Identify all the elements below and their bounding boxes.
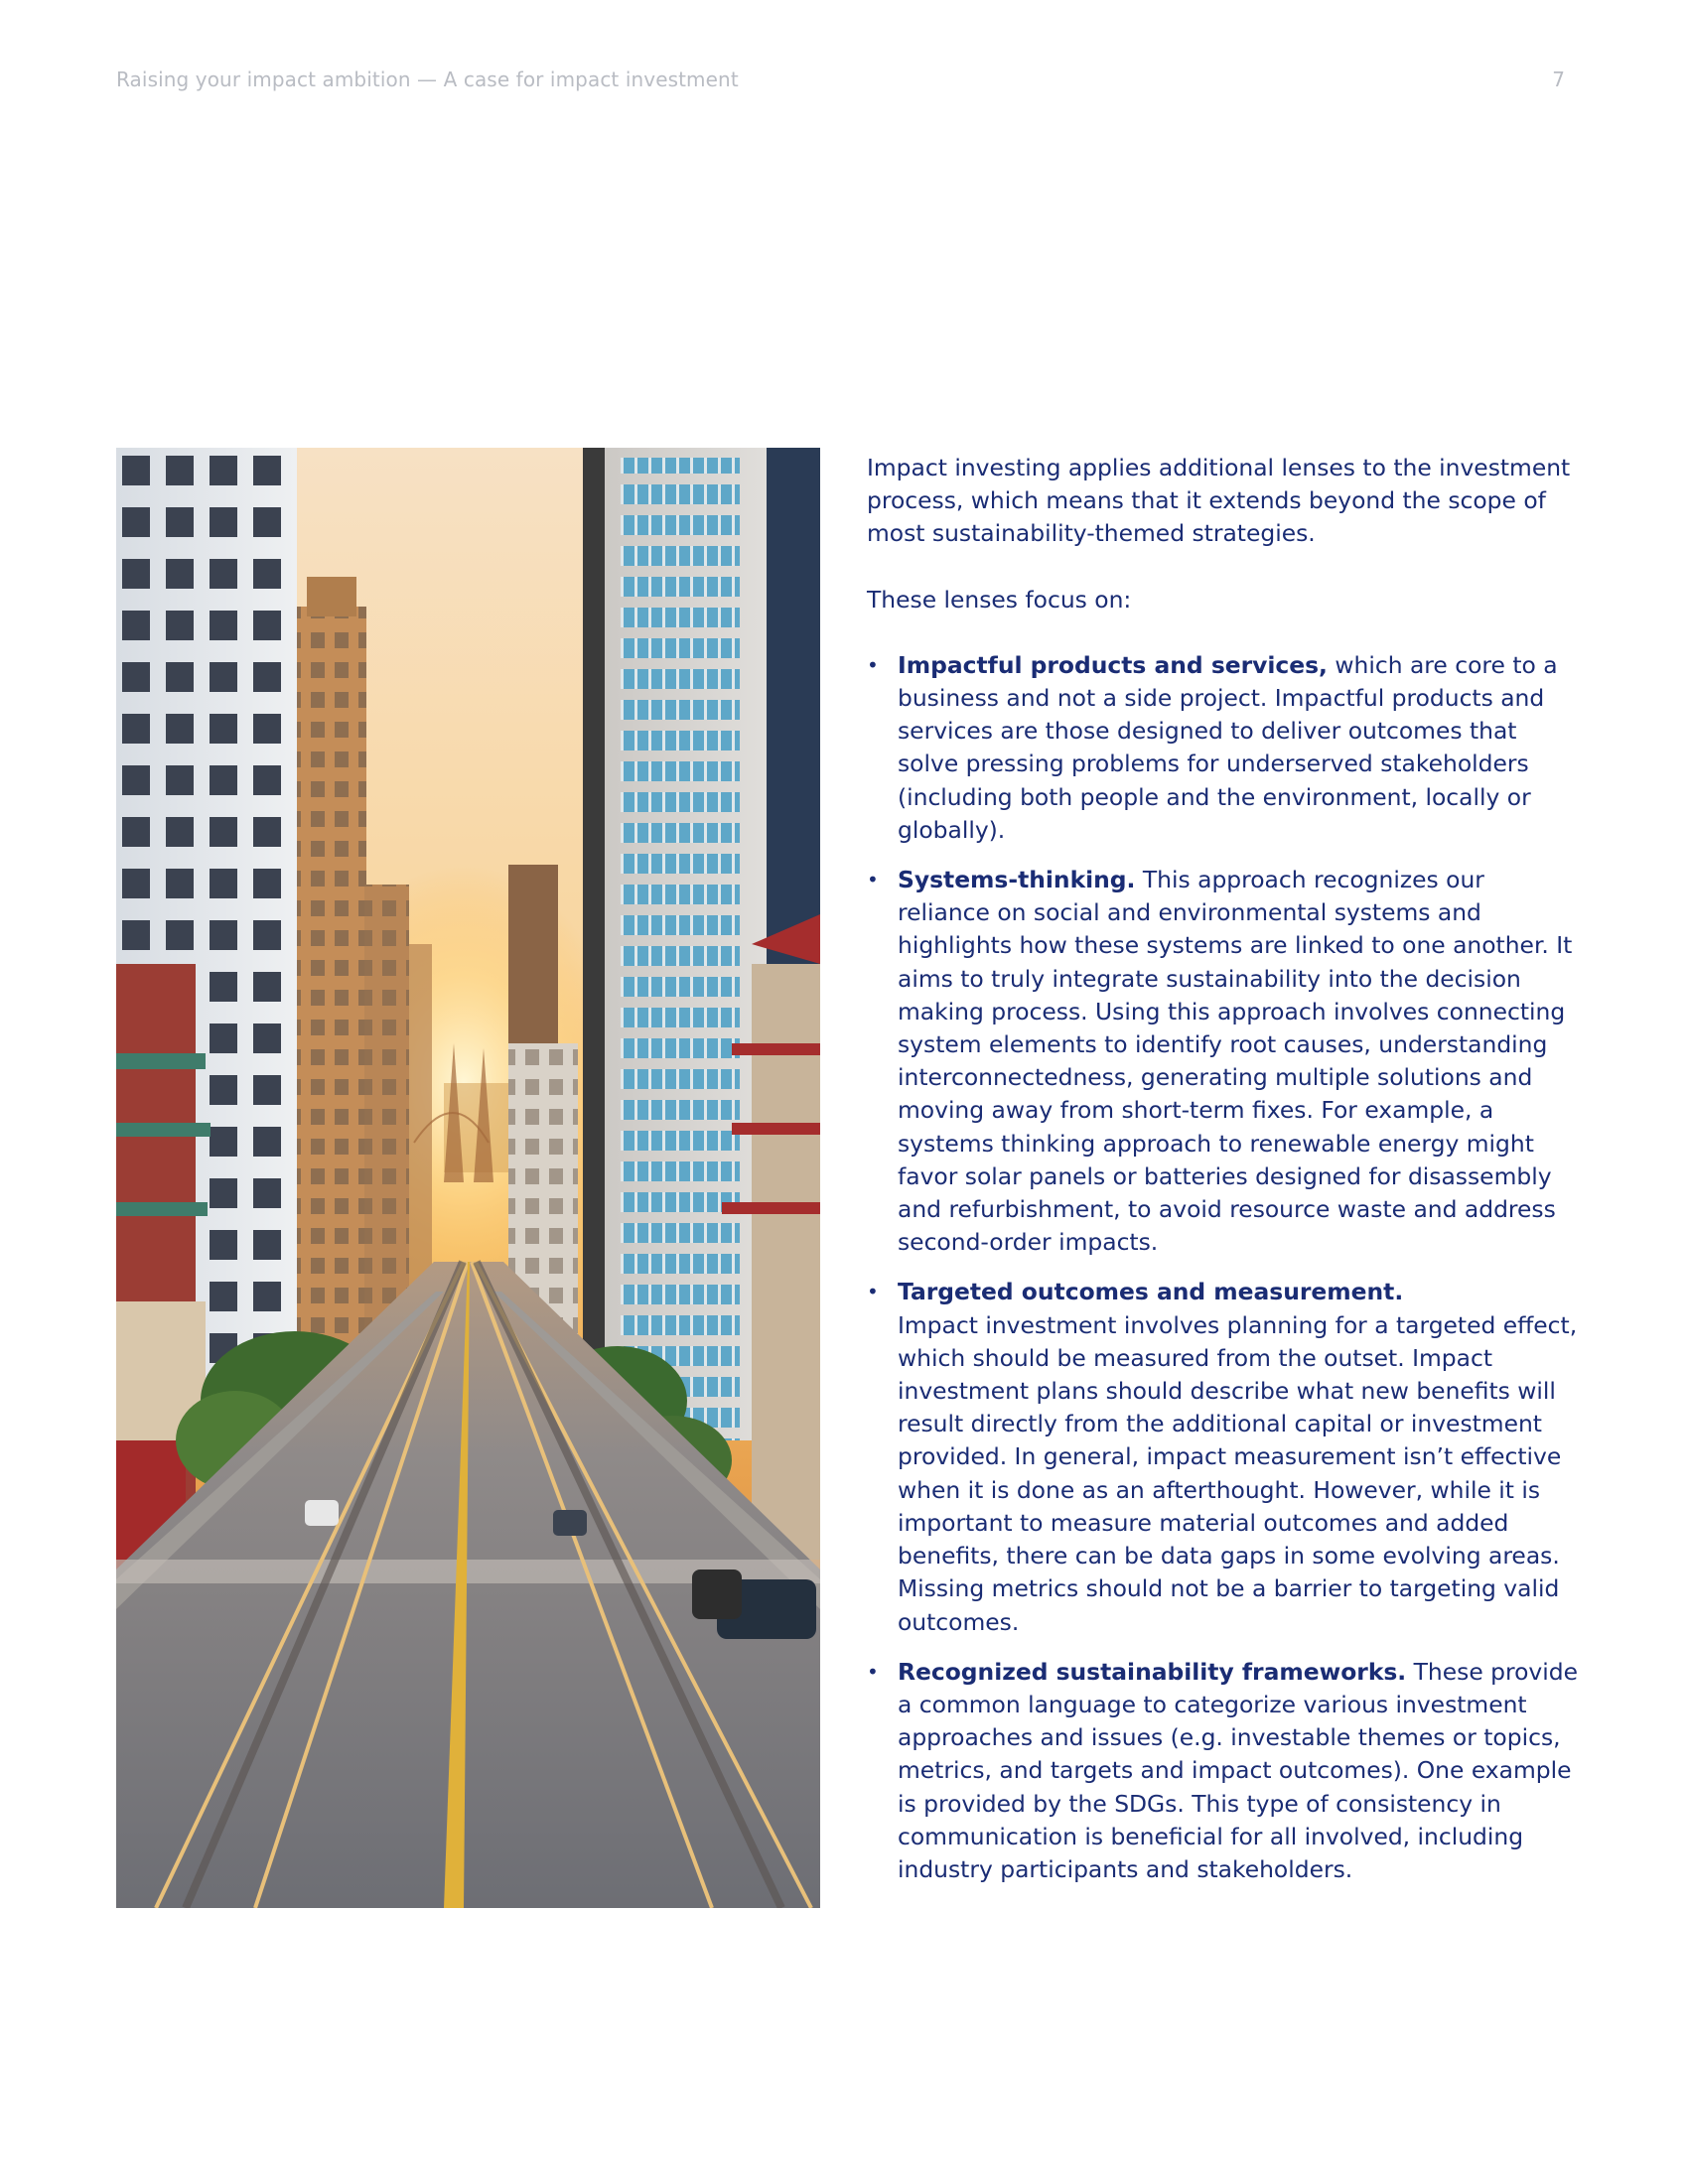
lens-title: Targeted outcomes and measurement. [898, 1278, 1404, 1306]
lens-text: These provide a common language to categorize various investment approaches and issues (e.g. investable themes or topics, metrics, and targets and impact outcomes). One example is provided by the SDGs. This type of consistency in communication is beneficial for all involved, including industry participants and stakeholders. [898, 1657, 1578, 1883]
lens-text: Impact investment involves planning for a targeted effect, which should be measured from the outset. Impact investment plans should describe what new benefits will result directly from the additional capital or investment provided. In general, impact measurement isn’t effective when it is done as an afterthought. However, while it is important to measure material outcomes and added benefits, there can be data gaps in some evolving areas. Missing metrics should not be a barrier to targeting valid outcomes. [898, 1310, 1578, 1636]
running-head: Raising your impact ambition — A case for impact investment [116, 68, 739, 91]
bullet-icon: • [867, 868, 879, 892]
lenses-list [867, 649, 1582, 1886]
lens-title: Systems-thinking. [898, 866, 1136, 894]
city-street-photo [116, 448, 820, 1908]
intro-paragraph: Impact investing applies additional lenses to the investment process, which means that it extends beyond the scope of most sustainability-themed strategies. [867, 454, 1571, 548]
lens-text: This approach recognizes our reliance on social and environmental systems and highlights how these systems are linked to one another. It aims to truly integrate sustainability into the decision making process. Using this approach involves connecting system elements to identify root causes, understanding interconnectedness, generating multiple solutions and moving away from short-term fixes. For example, a systems thinking approach to renewable energy might favor solar panels or batteries designed for disassembly and refurbishment, to avoid resource waste and address second-order impacts. [898, 866, 1573, 1257]
list-item [867, 649, 1582, 847]
lenses-lead: These lenses focus on: [867, 585, 1132, 614]
lens-text: which are core to a business and not a side project. Impactful products and services are those designed to deliver outcomes that solve pressing problems for underserved stakeholders (including both people and the environment, locally or globally). [898, 650, 1558, 844]
bullet-icon: • [867, 1659, 879, 1684]
body-text-column [867, 452, 1582, 1903]
lens-title: Recognized sustainability frameworks. [898, 1657, 1407, 1686]
lens-title: Impactful products and services, [898, 650, 1328, 679]
list-item [867, 1276, 1582, 1638]
list-item [867, 864, 1582, 1259]
list-item [867, 1656, 1582, 1886]
bullet-icon: • [867, 652, 879, 677]
page-number: 7 [1552, 68, 1565, 91]
bullet-icon: • [867, 1280, 879, 1304]
